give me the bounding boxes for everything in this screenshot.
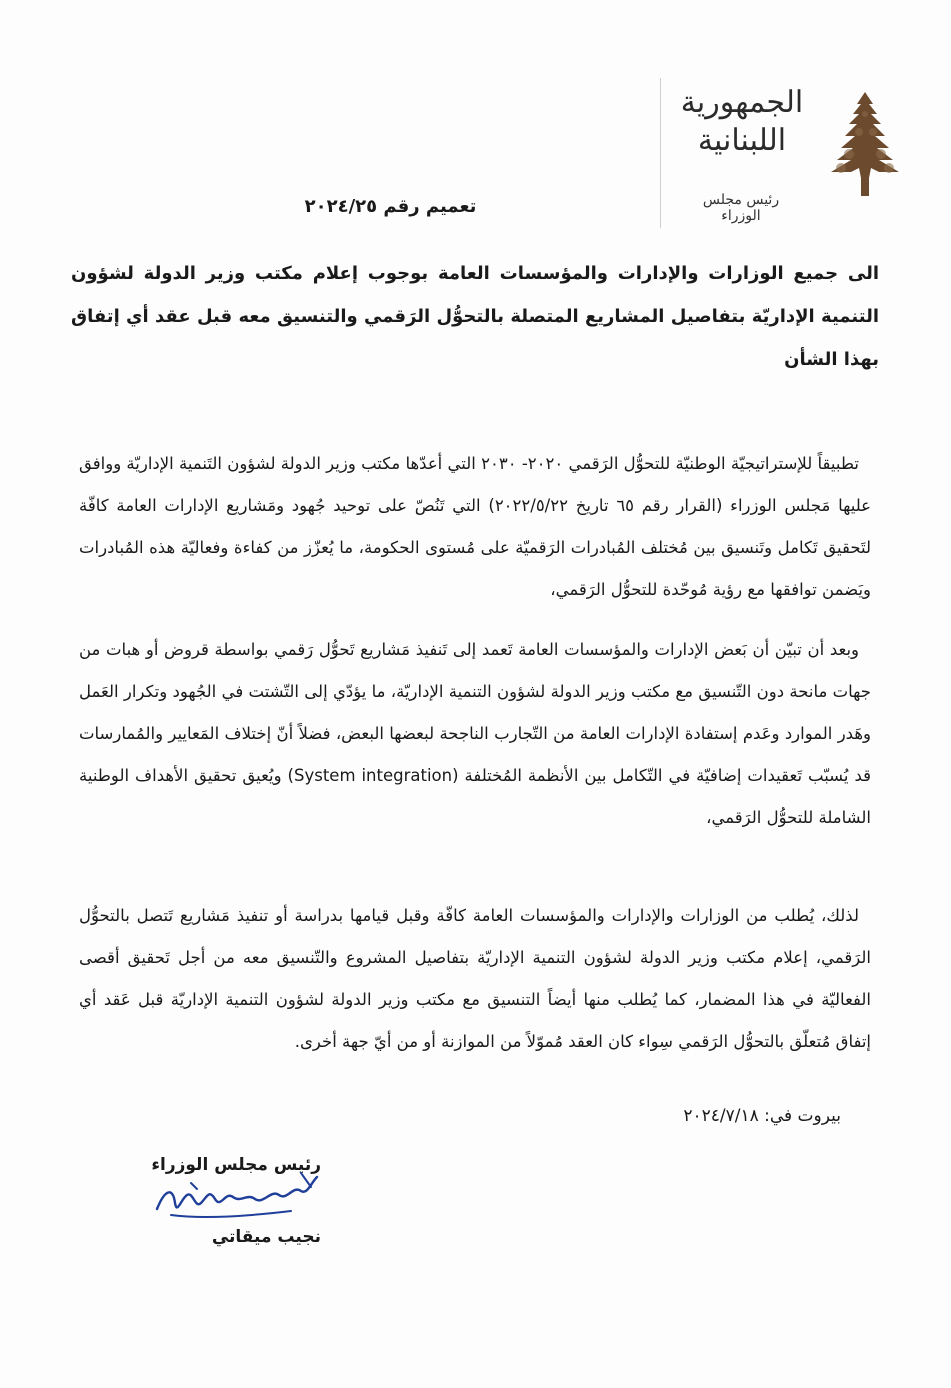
signatory-title: رئيس مجلس الوزراء [151, 1155, 321, 1175]
republic-title [677, 84, 807, 160]
republic-line-2: اللبنانية [697, 123, 787, 158]
signatory-name: نجيب ميقاتي [211, 1227, 321, 1247]
signature-block [111, 1155, 321, 1265]
republic-line-1: الجمهورية [680, 85, 804, 120]
paragraph-1: تطبيقاً للإستراتيجيّة الوطنيّة للتحوُّل الرَقمي ٢٠٢٠- ٢٠٣٠ التي أعدّها مكتب وزير الدولة لشؤون التَنمية الإداريّة ووافق عليها مَجلس الوزراء (القرار رقم ٦٥ تاريخ ٢٠٢٢/٥/٢٢) التي تَنُصّ على توحيد جُهود ومَشاريع الإدارات العامة كافّة لتَحقيق تَكامل وتَنسيق بين مُختلف المُبادرات الرَقميّة على مُستوى الحكومة، ما يُعزّز من كفاءة وفعاليّة هذه المُبادرات ويَضمن توافقها مع رؤية مُوحّدة للتحوُّل الرَقمي، [79, 453, 872, 599]
paragraph-3: لذلك، يُطلب من الوزارات والإدارات والمؤسسات العامة كافّة وقبل قيامها بدراسة أو تنفيذ مَشاريع تَتصل بالتحوُّل الرَقمي، إعلام مكتب وزير الدولة لشؤون التنمية الإداريّة بتفاصيل المشروع والتّنسيق معه من أجل تَحقيق أقصى الفعاليّة في هذا المضمار، كما يُطلب منها أيضاً التنسيق مع مكتب وزير الدولة لشؤون التنمية الإداريّة قبل عَقد أي إتفاق مُتعلّق بالتحوُّل الرَقمي سِواء كان العقد مُموّلاً من الموازنة أو من أيّ جهة أخرى. [79, 905, 871, 1051]
paragraph-2 [79, 629, 871, 839]
english-term: System integration [293, 765, 453, 785]
paragraph-2-part-1: وبعد أن تبيّن أن بَعض الإدارات والمؤسسات العامة تَعمد إلى تَنفيذ مَشاريع تَحوُّل رَقمي بواسطة قروض أو هبات من جهات مانحة دون التّنسيق مع مكتب وزير الدولة لشؤون التنمية الإداريّة، ما يؤدّي إلى التّشتت في الجُهود وتكرار العَمل وهَدر الموارد وعَدم إستفادة الإدارات العامة من التّجارب الناجحة لبعضها البعض، فضلاً أنّ إختلاف المَعايير والمُمارسات قد يُسبّب تَعقيدات إضافيّة في التّكامل بين الأنظمة المُختلفة ( [79, 639, 871, 785]
handwritten-signature-icon [151, 1169, 321, 1225]
subject-heading: الى جميع الوزارات والإدارات والمؤسسات العامة بوجوب إعلام مكتب وزير الدولة لشؤون التنمية الإداريّة بتفاصيل المشاريع المتصلة بالتحوُّل الرَقمي والتنسيق معه قبل عقد أي إتفاق بهذا الشأن [71, 263, 879, 370]
paragraph-2-part-2: ) ويُعيق تحقيق الأهداف الوطنية الشاملة للتحوُّل الرَقمي، [79, 765, 871, 827]
date-line: بيروت في: ٢٠٢٤/٧/١٨ [683, 1106, 841, 1126]
office-title: رئيس مجلس الوزراء [702, 192, 780, 224]
circular-number: تعميم رقم ٢٠٢٤/٢٥ [304, 196, 477, 217]
cedar-emblem-icon [819, 88, 911, 200]
